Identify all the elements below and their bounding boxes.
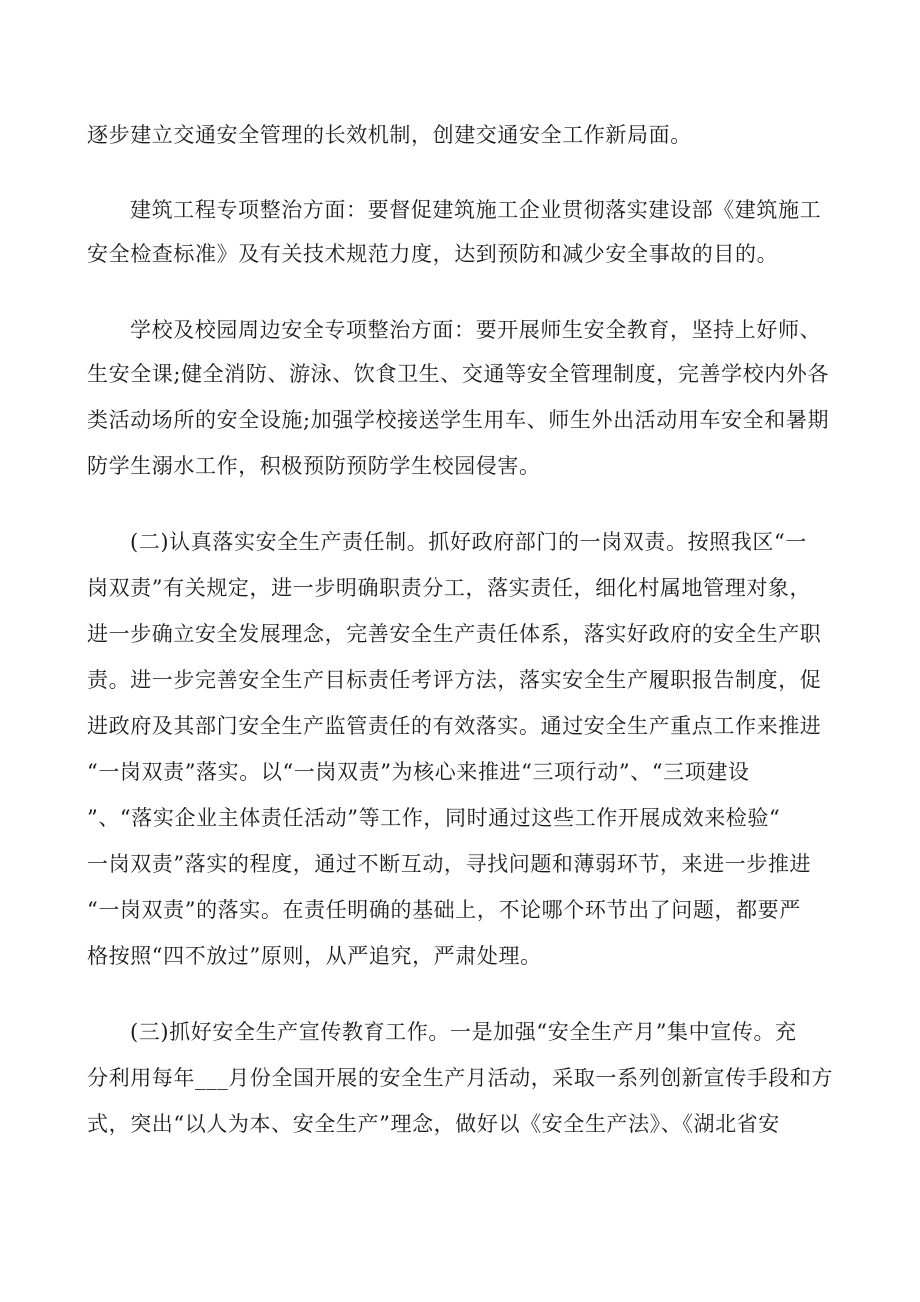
- text-line: 进一步确立安全发展理念，完善安全生产责任体系，落实好政府的安全生产职: [87, 622, 822, 646]
- text-line: (三)抓好安全生产宣传教育工作。一是加强“安全生产月”集中宣传。充: [130, 1020, 797, 1044]
- text-line: 学校及校园周边安全专项整治方面：要开展师生安全教育，坚持上好师、: [130, 318, 822, 342]
- text-line: 安全检查标准》及有关技术规范力度，达到预防和减少安全事故的目的。: [87, 242, 779, 266]
- text-line: 分利用每年___月份全国开展的安全生产月活动，采取一系列创新宣传手段和方: [87, 1066, 834, 1090]
- text-line: 岗双责”有关规定，进一步明确职责分工，落实责任，细化村属地管理对象，: [87, 576, 812, 600]
- text-line: 格按照“四不放过”原则，从严追究，严肃处理。: [87, 944, 542, 968]
- text-line: ”、“落实企业主体责任活动”等工作，同时通过这些工作开展成效来检验“: [87, 806, 781, 830]
- text-line: 式，突出“以人为本、安全生产”理念，做好以《安全生产法》、《湖北省安: [87, 1112, 780, 1136]
- text-line: “一岗双责”落实。以“一岗双责”为核心来推进“三项行动”、“三项建设: [87, 760, 750, 784]
- text-line: 责。进一步完善安全生产目标责任考评方法，落实安全生产履职报告制度，促: [87, 668, 822, 692]
- text-line: (二)认真落实安全生产责任制。抓好政府部门的一岗双责。按照我区“一: [130, 530, 807, 554]
- text-line: 防学生溺水工作，积极预防预防学生校园侵害。: [87, 454, 541, 478]
- text-line: 逐步建立交通安全管理的长效机制，创建交通安全工作新局面。: [87, 123, 692, 147]
- text-line: 生安全课;健全消防、游泳、饮食卫生、交通等安全管理制度，完善学校内外各: [87, 362, 830, 386]
- text-line: 进政府及其部门安全生产监管责任的有效落实。通过安全生产重点工作来推进: [87, 714, 822, 738]
- text-line: 类活动场所的安全设施;加强学校接送学生用车、师生外出活动用车安全和暑期: [87, 408, 830, 432]
- text-line: 一岗双责”落实的程度，通过不断互动，寻找问题和薄弱环节，来进一步推进: [87, 852, 812, 876]
- text-line: 建筑工程专项整治方面：要督促建筑施工企业贯彻落实建设部《建筑施工: [130, 198, 822, 222]
- text-line: “一岗双责”的落实。在责任明确的基础上，不论哪个环节出了问题，都要严: [87, 898, 801, 922]
